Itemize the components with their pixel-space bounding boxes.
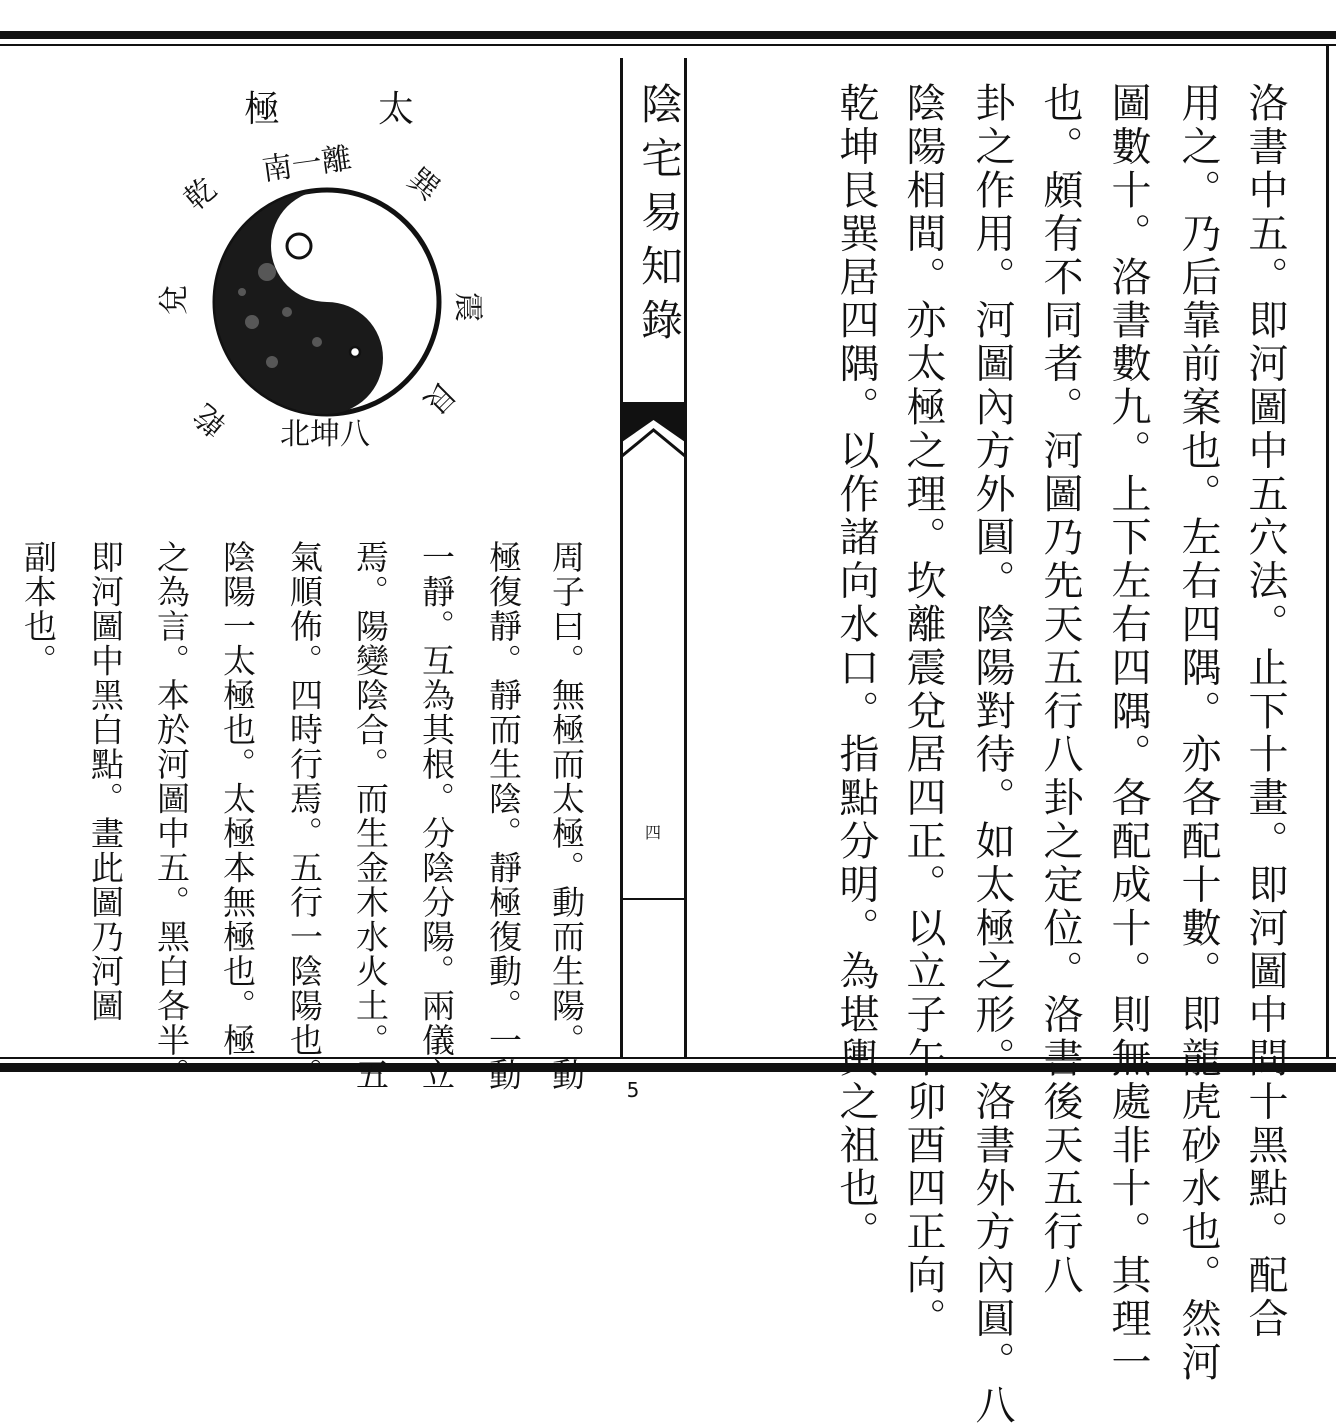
trigram-label-right: 震 <box>450 292 485 322</box>
spine-book-title: 陰宅易知錄 <box>635 82 684 352</box>
text-column: 即河圖中黑白點。畫此圖乃河圖 <box>86 540 125 1023</box>
text-column: 氣順佈。四時行焉。五行一陰陽也。 <box>285 540 324 1092</box>
trigram-label-bottom: 北坤八 <box>280 417 370 452</box>
trigram-label-left: 兌 <box>157 285 192 315</box>
text-column: 焉。陽變陰合。而生金木水火土。五 <box>351 540 390 1092</box>
trigram-label-upper-left: 乾 <box>177 171 224 218</box>
text-column: 乾坤艮巽居四隅。以作諸向水口。指點分明。為堪輿之祖也。 <box>833 82 879 1254</box>
diagram-title-left: 極 <box>244 89 281 130</box>
text-column: 圖數十。洛書數九。上下左右四隅。各配成十。則無處非十。其理一 <box>1105 82 1151 1384</box>
spine-lower-mark <box>623 898 684 900</box>
trigram-label-upper-right: 巽 <box>400 161 447 208</box>
diagram-title-right: 太 <box>378 89 415 130</box>
trigram-label-bottom-left: 乾 <box>187 396 234 443</box>
spine-left-line <box>620 58 623 1058</box>
text-column: 卦之作用。河圖內方外圓。陰陽對待。如太極之形。洛書外方內圓。八 <box>969 82 1015 1427</box>
spine-page-number: 四 <box>644 823 661 842</box>
text-column: 副本也。 <box>19 540 58 678</box>
yin-eye <box>350 347 360 357</box>
trigram-label-top: 南一離 <box>259 140 354 189</box>
footer-page-number: 5 <box>626 1078 640 1102</box>
yang-eye <box>287 234 311 258</box>
text-column: 極復靜。靜而生陰。靜極復動。一動 <box>484 540 523 1092</box>
spine-right-line <box>684 58 687 1058</box>
text-column: 用之。乃后靠前案也。左右四隅。亦各配十數。即龍虎砂水也。然河 <box>1175 82 1221 1384</box>
trigram-label-lower-right: 艮 <box>416 374 463 421</box>
top-border-thick <box>0 31 1336 39</box>
taiji-symbol <box>211 186 443 418</box>
text-column: 陰陽一太極也。太極本無極也。極 <box>218 540 257 1058</box>
right-page-edge <box>1326 46 1329 1058</box>
text-column: 一靜。互為其根。分陰分陽。兩儀立 <box>417 540 456 1092</box>
text-column: 洛書中五。即河圖中五穴法。止下十畫。即河圖中間十黑點。配合 <box>1242 82 1288 1341</box>
text-column: 陰陽相間。亦太極之理。坎離震兌居四正。以立子午卯酉四正向。 <box>900 82 946 1341</box>
text-column: 周子曰。無極而太極。動而生陽。動 <box>547 540 586 1092</box>
text-column: 也。頗有不同者。河圖乃先天五行八卦之定位。洛書後天五行八 <box>1037 82 1083 1298</box>
fishtail-mark <box>622 402 685 462</box>
top-border-thin <box>0 44 1336 46</box>
text-column: 之為言。本於河圖中五。黑白各半。 <box>152 540 191 1092</box>
